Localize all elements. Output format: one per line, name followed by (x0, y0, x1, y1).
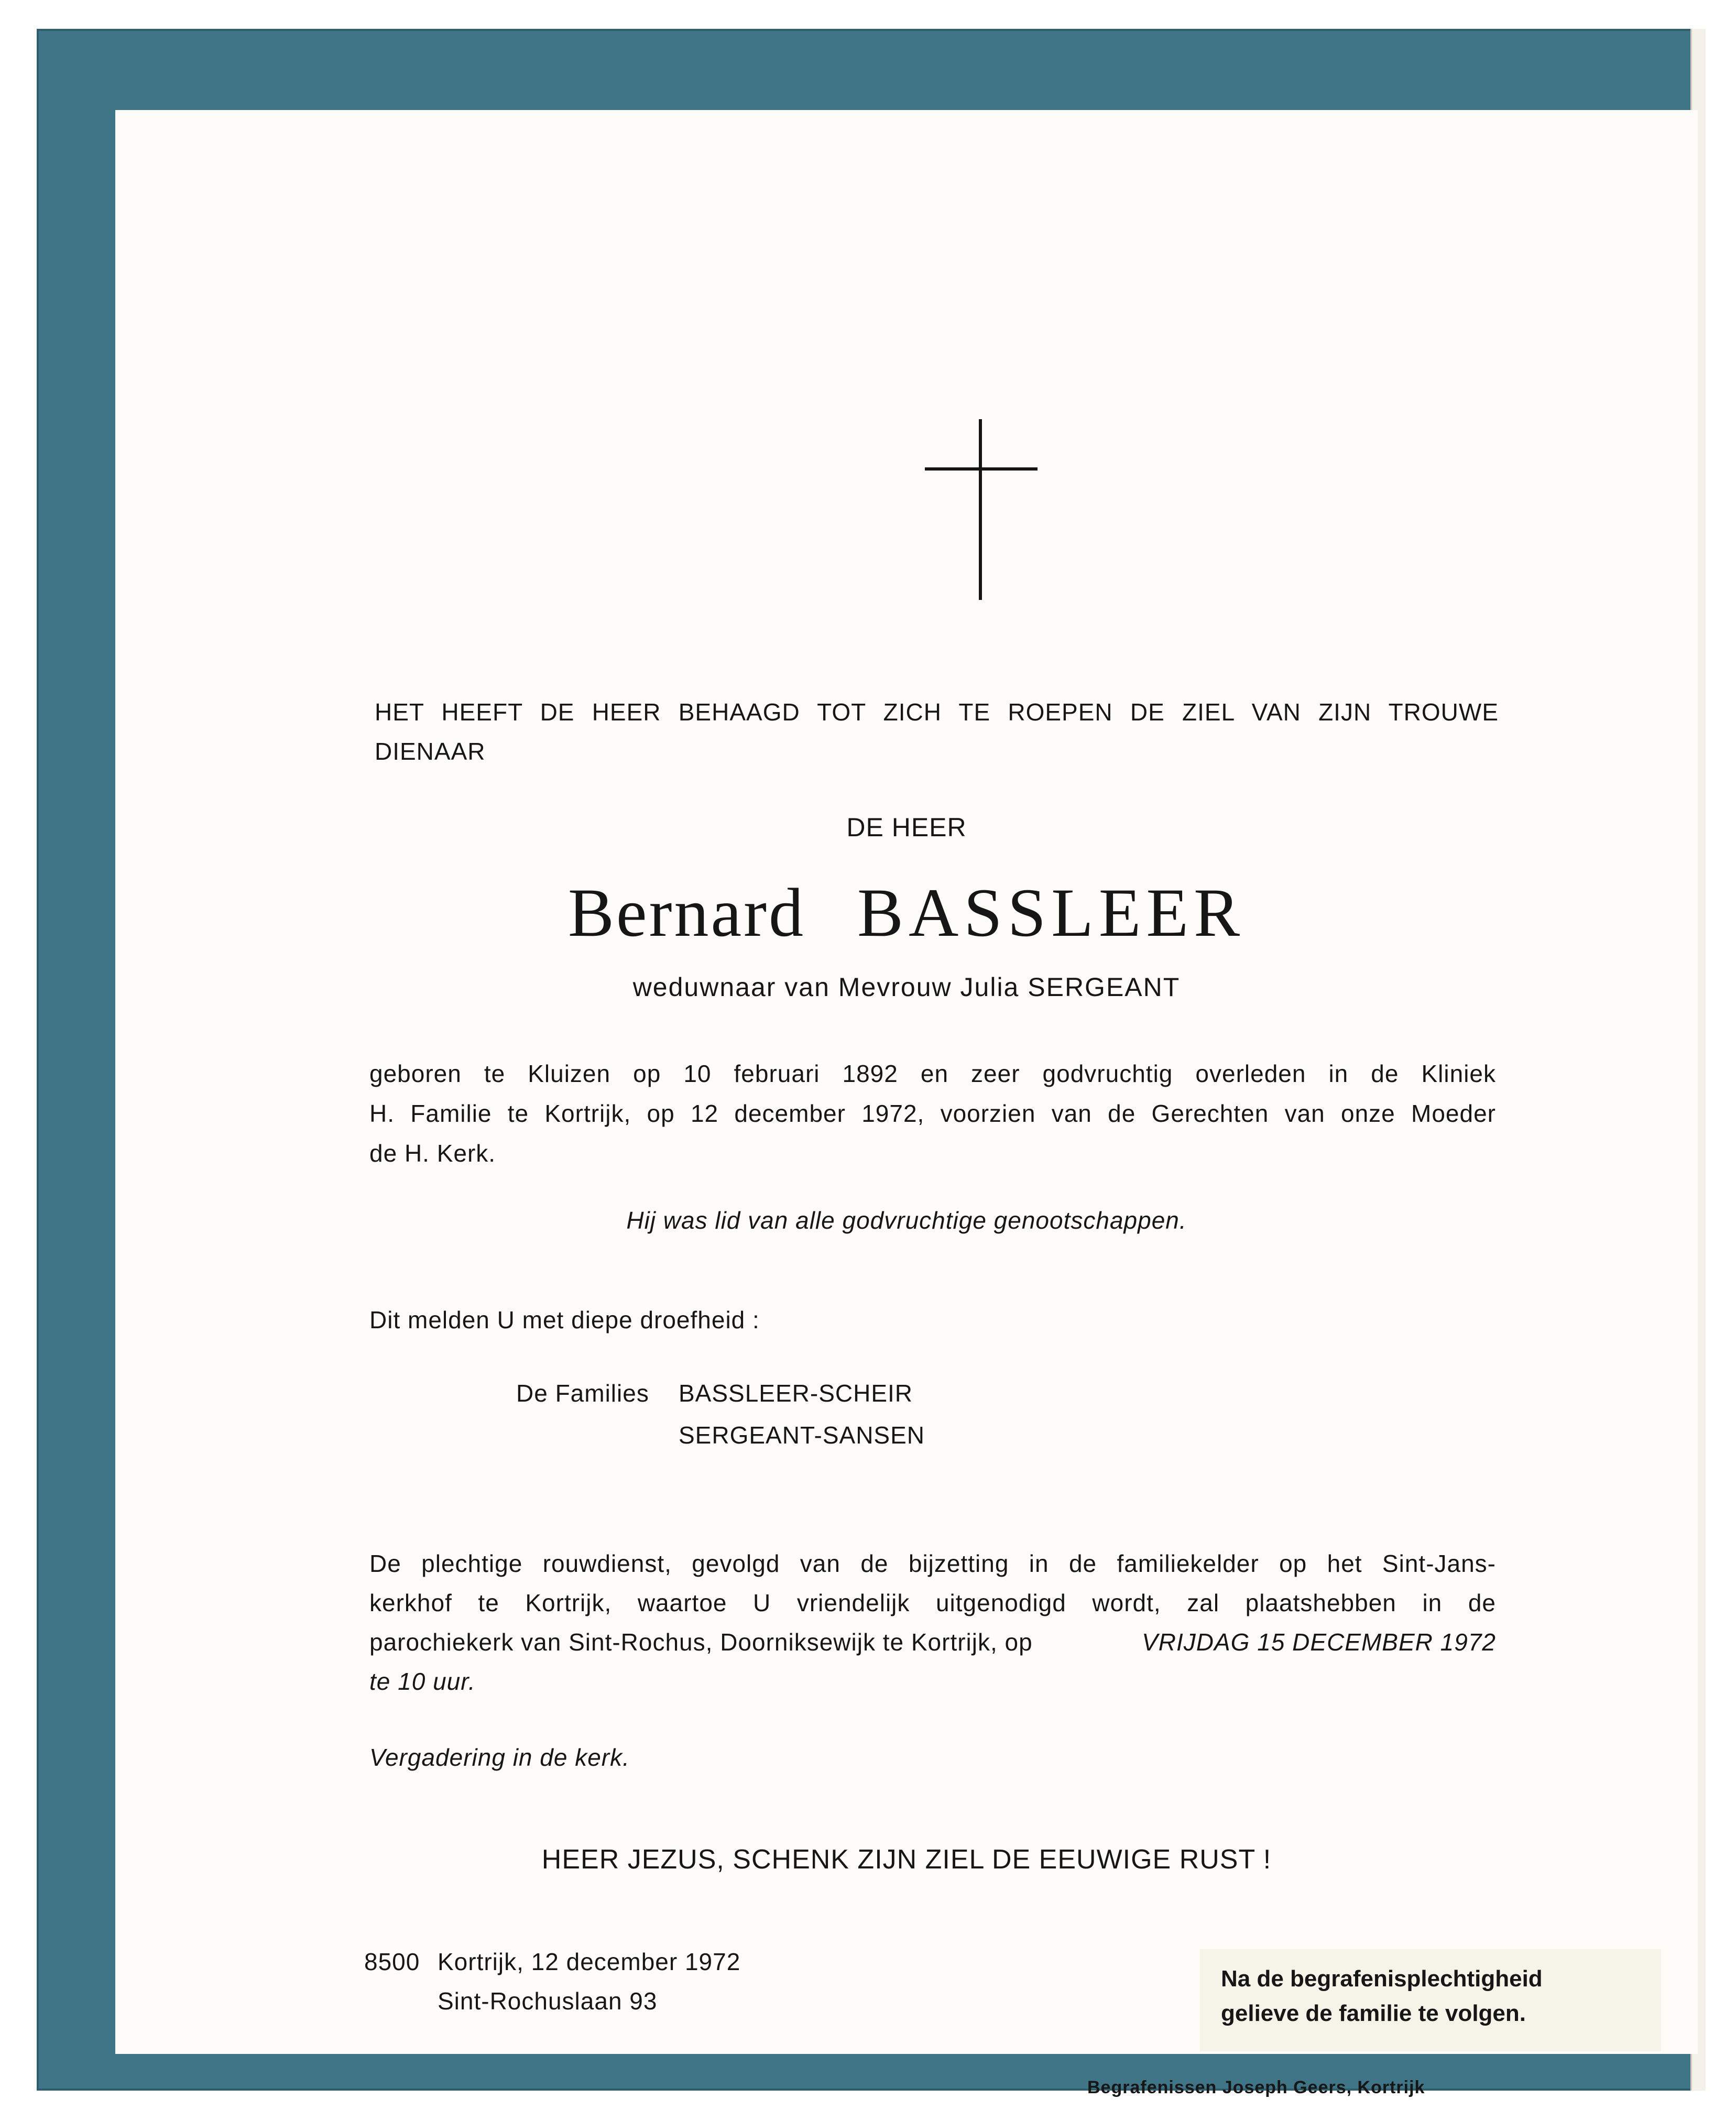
announcement: Dit melden U met diepe droefheid : (369, 1306, 760, 1333)
intro-line-1: HET HEEFT DE HEER BEHAAGD TOT ZICH TE ROEPEN DE ZIEL VAN ZIJN TROUWE (375, 698, 1499, 726)
bio-line-1: geboren te Kluizen op 10 februari 1892 en zeer godvruchtig overleden in de Kliniek (369, 1060, 1496, 1087)
cross-icon-bar (925, 467, 1038, 471)
membership-line: Hij was lid van alle godvruchtige genootschappen. (626, 1207, 1187, 1234)
bio-line-2: H. Familie te Kortrijk, op 12 december 1972, voorzien van de Gerechten van onze Moeder (369, 1100, 1496, 1127)
address: Sint-Rochuslaan 93 (438, 1987, 658, 2015)
funeral-director-credit: Begrafenissen Joseph Geers, Kortrijk (1087, 2078, 1425, 2097)
widower-line: weduwnaar van Mevrouw Julia SERGEANT (632, 972, 1181, 1002)
bio-line-3: de H. Kerk. (369, 1140, 496, 1167)
service-line-4: te 10 uur. (369, 1668, 476, 1695)
service-line-3 (369, 1622, 1496, 1663)
deceased-name (115, 872, 1698, 953)
first-name: Bernard (567, 874, 806, 951)
pasted-note (1200, 1949, 1661, 2051)
note-line-1: Na de begrafenisplechtigheid (1221, 1966, 1543, 1992)
blue-card-border (37, 29, 1706, 2097)
place-and-date: Kortrijk, 12 december 1972 (438, 1948, 741, 1975)
service-line-2: kerkhof te Kortrijk, waartoe U vriendelijk uitgenodigd wordt, zal plaatshebben in de (369, 1589, 1496, 1616)
postal-code: 8500 (364, 1948, 420, 1975)
service-line-1: De plechtige rouwdienst, gevolgd van de bijzetting in de familiekelder op het Sint-Jans- (369, 1550, 1496, 1577)
gathering-note: Vergadering in de kerk. (369, 1744, 630, 1771)
title-prefix: DE HEER (846, 813, 967, 842)
service-date: VRIJDAG 15 DECEMBER 1972 (1142, 1628, 1496, 1656)
cross-icon (979, 419, 982, 600)
prayer-line: HEER JEZUS, SCHENK ZIJN ZIEL DE EEUWIGE RUST ! (541, 1844, 1272, 1875)
intro-line-2: DIENAAR (375, 738, 486, 765)
families-label: De Families (516, 1380, 649, 1407)
service-line-3-text: parochiekerk van Sint-Rochus, Doorniksewijk te Kortrijk, op (369, 1628, 1033, 1656)
family-name-1: BASSLEER-SCHEIR (679, 1380, 913, 1407)
note-line-2: gelieve de familie te volgen. (1221, 2000, 1526, 2026)
family-name-2: SERGEANT-SANSEN (679, 1422, 925, 1449)
last-name: BASSLEER (857, 874, 1246, 951)
memorial-card-paper (115, 110, 1698, 2097)
